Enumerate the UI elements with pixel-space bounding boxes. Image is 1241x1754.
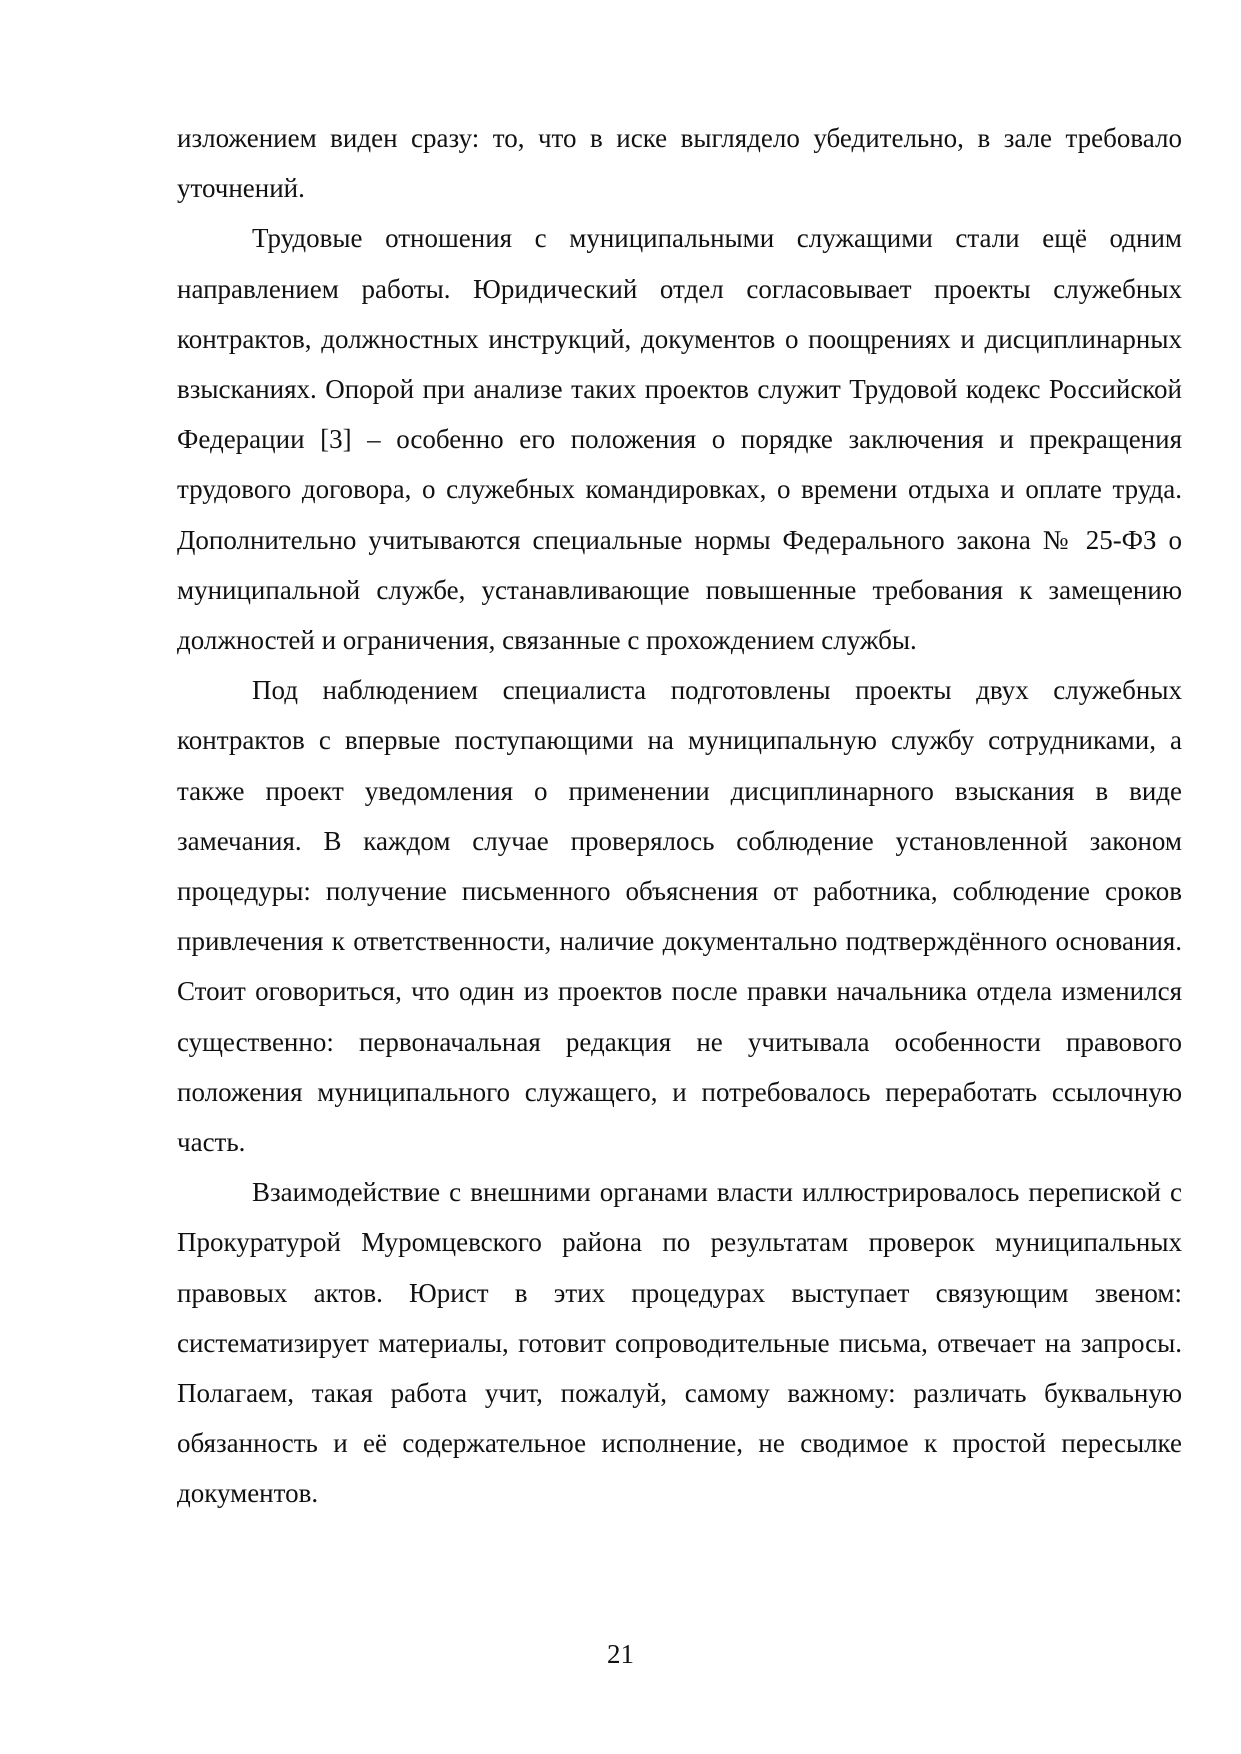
- paragraph-service-contracts: Под наблюдением специалиста подготовлены проекты двух служебных контрактов с впервые поступающими на муниципальную службу сотрудниками, а также проект уведомления о применении дисциплинарного взыскания в виде замечания. В каждом случае проверялось соблюдение установленной законом процедуры: получение письменного объяснения от работника, соблюдение сроков привлечения к ответственности, наличие документально подтверждённого основания. Стоит оговориться, что один из проектов после правки начальника отдела изменился существенно: первоначальная редакция не учитывала особенности правового положения муниципального служащего, и потребовалось переработать ссылочную часть.: [177, 675, 1182, 1158]
- paragraph-labor-relations: Трудовые отношения с муниципальными служащими стали ещё одним направлением работы. Юридический отдел согласовывает проекты служебных контрактов, должностных инструкций, документов о поощрениях и дисциплинарных взысканиях. Опорой при анализе таких проектов служит Трудовой кодекс Российской Федерации [3] – особенно его положения о порядке заключения и прекращения трудового договора, о служебных командировках, о времени отдыха и оплате труда. Дополнительно учитываются специальные нормы Федерального закона № 25-ФЗ о муниципальной службе, устанавливающие повышенные требования к замещению должностей и ограничения, связанные с прохождением службы.: [177, 223, 1182, 656]
- body-text: [177, 113, 1182, 1519]
- paragraph-continuation: изложением виден сразу: то, что в иске выглядело убедительно, в зале требовало уточнений.: [177, 123, 1182, 204]
- paragraph-external-bodies: Взаимодействие с внешними органами власти иллюстрировалось перепиской с Прокуратурой Муромцевского района по результатам проверок муниципальных правовых актов. Юрист в этих процедурах выступает связующим звеном: систематизирует материалы, готовит сопроводительные письма, отвечает на запросы. Полагаем, такая работа учит, пожалуй, самому важному: различать буквальную обязанность и её содержательное исполнение, не сводимое к простой пересылке документов.: [177, 1177, 1182, 1509]
- page-number: 21: [607, 1639, 634, 1669]
